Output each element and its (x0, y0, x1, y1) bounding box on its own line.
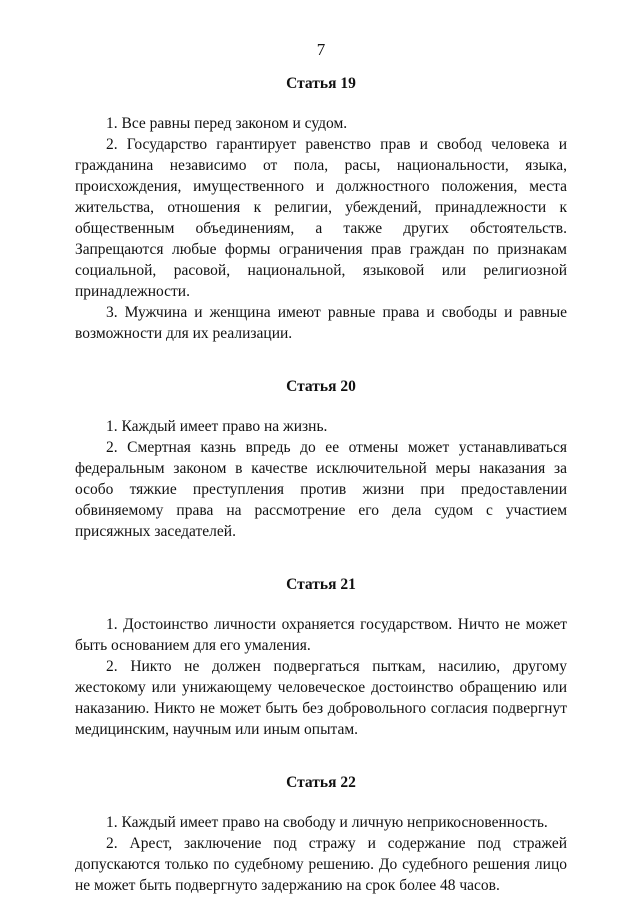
page-content (75, 74, 567, 896)
article-title: Статья 21 (286, 576, 356, 593)
article-20 (75, 377, 567, 542)
section-gap (75, 344, 567, 377)
section-gap (75, 740, 567, 773)
article-title: Статья 20 (286, 378, 356, 395)
document-page (75, 0, 567, 905)
article-paragraph: 2. Арест, заключение под стражу и содержание под стражей допускаются только по судебному решению. До судебного решения лицо не может быть подвергнуто задержанию на срок более 48 часов. (75, 835, 567, 894)
article-paragraph: 1. Каждый имеет право на свободу и личную неприкосновенность. (106, 814, 548, 831)
article-paragraph: 2. Никто не должен подвергаться пыткам, насилию, другому жестокому или унижающему человеческое достоинство обращению или наказанию. Никто не может быть без добровольного согласия подвергнут медицинским, научным или иным опытам. (75, 658, 567, 738)
article-paragraph: 1. Каждый имеет право на жизнь. (106, 418, 328, 435)
article-21 (75, 575, 567, 740)
article-22 (75, 773, 567, 896)
article-paragraph: 1. Все равны перед законом и судом. (106, 115, 348, 132)
article-paragraph: 2. Смертная казнь впредь до ее отмены может устанавливаться федеральным законом в качестве исключительной меры наказания за особо тяжкие преступления против жизни при предоставлении обвиняемому права на рассмотрение его дела судом с участием присяжных заседателей. (75, 439, 567, 540)
article-title: Статья 19 (286, 75, 356, 92)
article-19 (75, 74, 567, 344)
article-paragraph: 3. Мужчина и женщина имеют равные права и свободы и равные возможности для их реализации. (75, 304, 567, 342)
section-gap (75, 542, 567, 575)
article-paragraph: 2. Государство гарантирует равенство прав и свобод человека и гражданина независимо от пола, расы, национальности, языка, происхождения, имущественного и должностного положения, места жительства, отношения к религии, убеждений, принадлежности к общественным объединениям, а также других обстоятельств. Запрещаются любые формы ограничения прав граждан по признакам социальной, расовой, национальной, языковой или религиозной принадлежности. (75, 136, 567, 300)
article-paragraph: 1. Достоинство личности охраняется государством. Ничто не может быть основанием для его умаления. (75, 616, 567, 654)
page-number: 7 (316, 40, 326, 59)
article-title: Статья 22 (286, 774, 356, 791)
